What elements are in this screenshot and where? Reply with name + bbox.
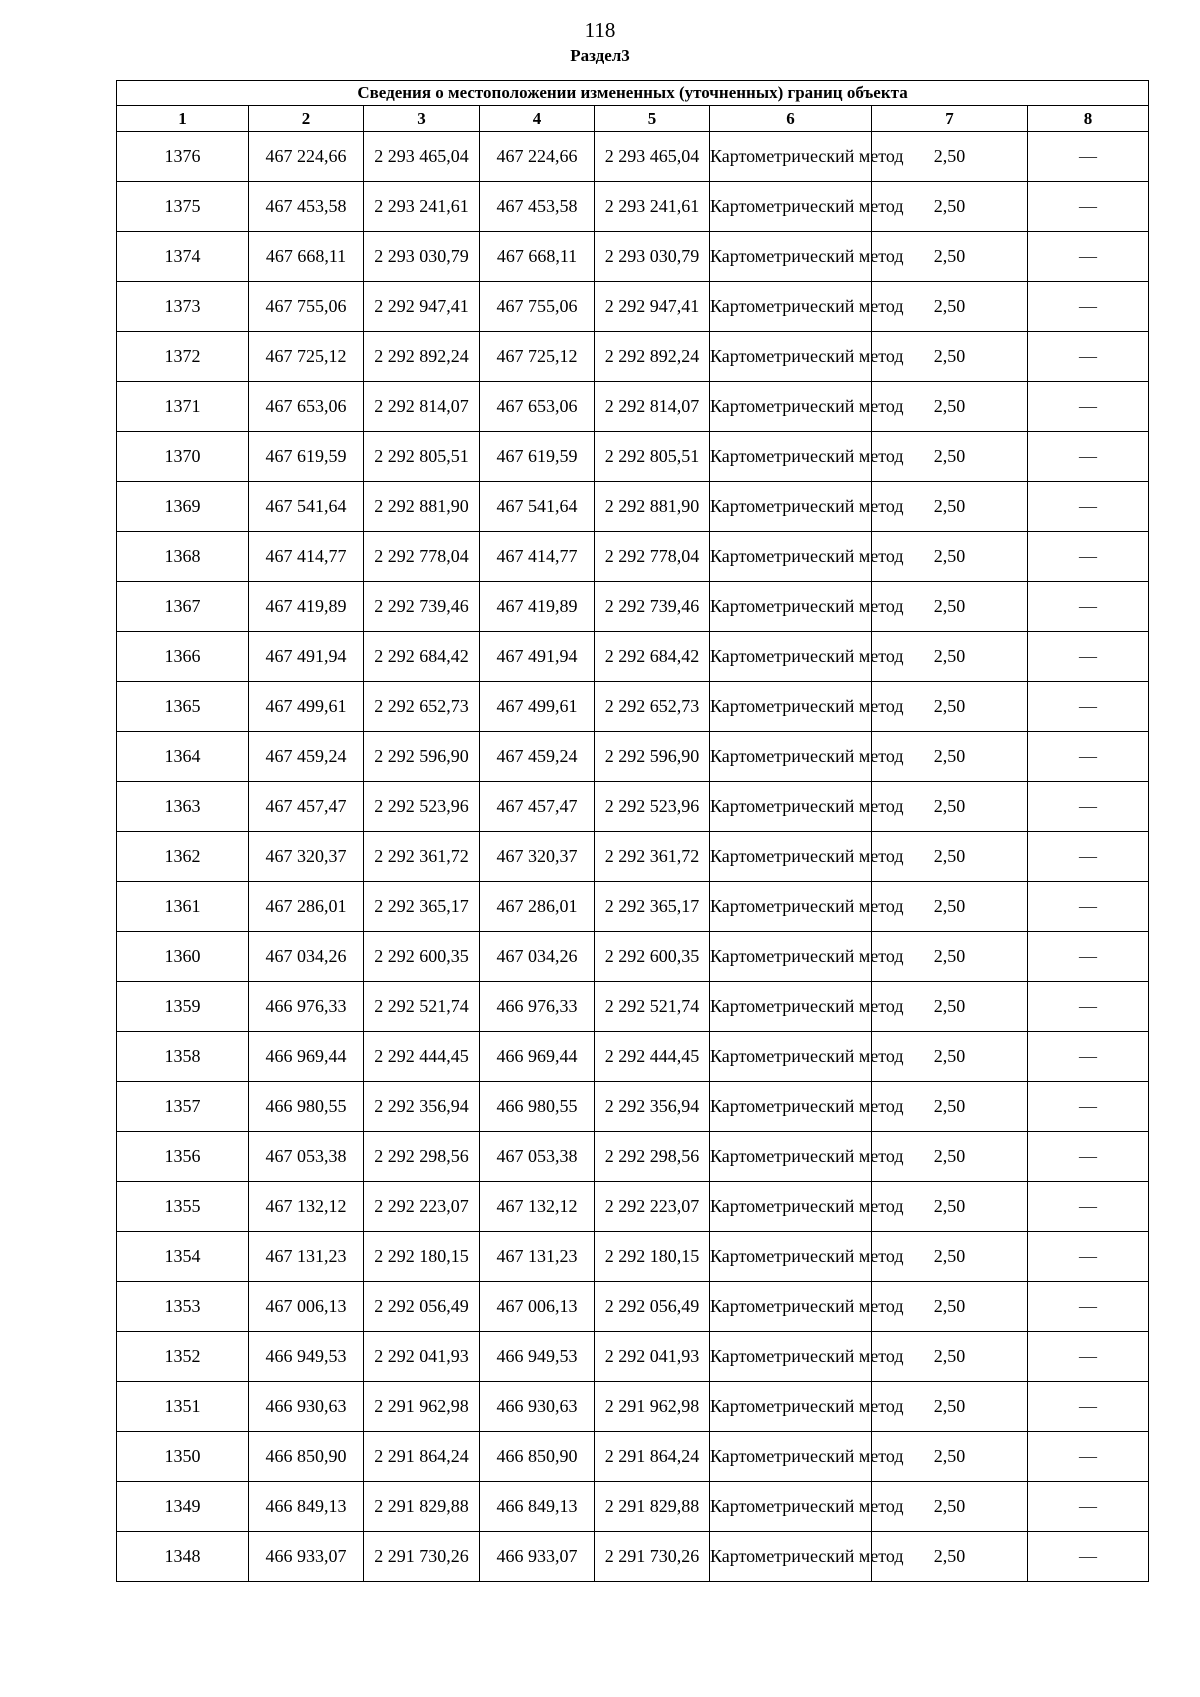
- point-number-cell: 1353: [117, 1282, 249, 1332]
- x-new-cell: 467 053,38: [480, 1132, 595, 1182]
- accuracy-cell: 2,50: [872, 1532, 1028, 1582]
- column-header: 1: [117, 106, 249, 132]
- y-old-cell: 2 292 356,94: [364, 1082, 480, 1132]
- table-row: [117, 1182, 1149, 1232]
- y-new-cell: 2 292 523,96: [595, 782, 710, 832]
- description-cell: —: [1028, 182, 1149, 232]
- y-old-cell: 2 292 180,15: [364, 1232, 480, 1282]
- x-new-cell: 467 131,23: [480, 1232, 595, 1282]
- description-cell: —: [1028, 932, 1149, 982]
- description-cell: —: [1028, 982, 1149, 1032]
- accuracy-cell: 2,50: [872, 532, 1028, 582]
- y-new-cell: 2 292 600,35: [595, 932, 710, 982]
- description-cell: —: [1028, 382, 1149, 432]
- point-number-cell: 1371: [117, 382, 249, 432]
- x-old-cell: 467 668,11: [249, 232, 364, 282]
- table-row: [117, 832, 1149, 882]
- y-new-cell: 2 292 892,24: [595, 332, 710, 382]
- y-new-cell: 2 293 465,04: [595, 132, 710, 182]
- x-old-cell: 466 980,55: [249, 1082, 364, 1132]
- accuracy-cell: 2,50: [872, 282, 1028, 332]
- description-cell: —: [1028, 682, 1149, 732]
- description-cell: —: [1028, 1432, 1149, 1482]
- x-old-cell: 467 053,38: [249, 1132, 364, 1182]
- point-number-cell: 1358: [117, 1032, 249, 1082]
- y-new-cell: 2 292 521,74: [595, 982, 710, 1032]
- point-number-cell: 1362: [117, 832, 249, 882]
- method-cell: Картометрический метод: [710, 232, 872, 282]
- table-row: [117, 682, 1149, 732]
- y-old-cell: 2 292 947,41: [364, 282, 480, 332]
- method-cell: Картометрический метод: [710, 1382, 872, 1432]
- x-old-cell: 466 933,07: [249, 1532, 364, 1582]
- x-new-cell: 467 725,12: [480, 332, 595, 382]
- x-new-cell: 467 457,47: [480, 782, 595, 832]
- table-row: [117, 782, 1149, 832]
- y-old-cell: 2 292 041,93: [364, 1332, 480, 1382]
- y-new-cell: 2 292 814,07: [595, 382, 710, 432]
- section-title: Раздел3: [570, 46, 630, 65]
- accuracy-cell: 2,50: [872, 1232, 1028, 1282]
- accuracy-cell: 2,50: [872, 132, 1028, 182]
- y-new-cell: 2 292 041,93: [595, 1332, 710, 1382]
- description-cell: —: [1028, 1532, 1149, 1582]
- accuracy-cell: 2,50: [872, 232, 1028, 282]
- x-new-cell: 466 849,13: [480, 1482, 595, 1532]
- point-number-cell: 1369: [117, 482, 249, 532]
- x-new-cell: 467 491,94: [480, 632, 595, 682]
- x-new-cell: 467 224,66: [480, 132, 595, 182]
- x-old-cell: 467 457,47: [249, 782, 364, 832]
- table-row: [117, 1382, 1149, 1432]
- x-new-cell: 466 969,44: [480, 1032, 595, 1082]
- y-old-cell: 2 292 596,90: [364, 732, 480, 782]
- y-old-cell: 2 292 814,07: [364, 382, 480, 432]
- table-row: [117, 1282, 1149, 1332]
- description-cell: —: [1028, 632, 1149, 682]
- accuracy-cell: 2,50: [872, 682, 1028, 732]
- description-cell: —: [1028, 1132, 1149, 1182]
- y-old-cell: 2 292 892,24: [364, 332, 480, 382]
- table-row: [117, 982, 1149, 1032]
- y-new-cell: 2 292 444,45: [595, 1032, 710, 1082]
- y-old-cell: 2 293 030,79: [364, 232, 480, 282]
- x-new-cell: 467 286,01: [480, 882, 595, 932]
- point-number-cell: 1361: [117, 882, 249, 932]
- y-new-cell: 2 292 298,56: [595, 1132, 710, 1182]
- accuracy-cell: 2,50: [872, 1032, 1028, 1082]
- y-new-cell: 2 291 829,88: [595, 1482, 710, 1532]
- accuracy-cell: 2,50: [872, 482, 1028, 532]
- y-old-cell: 2 292 521,74: [364, 982, 480, 1032]
- x-old-cell: 467 286,01: [249, 882, 364, 932]
- description-cell: —: [1028, 1082, 1149, 1132]
- table-row: [117, 382, 1149, 432]
- x-new-cell: 467 499,61: [480, 682, 595, 732]
- x-new-cell: 467 541,64: [480, 482, 595, 532]
- accuracy-cell: 2,50: [872, 932, 1028, 982]
- x-old-cell: 467 419,89: [249, 582, 364, 632]
- method-cell: Картометрический метод: [710, 482, 872, 532]
- x-new-cell: 467 419,89: [480, 582, 595, 632]
- point-number-cell: 1372: [117, 332, 249, 382]
- x-old-cell: 466 849,13: [249, 1482, 364, 1532]
- accuracy-cell: 2,50: [872, 782, 1028, 832]
- point-number-cell: 1351: [117, 1382, 249, 1432]
- y-old-cell: 2 291 962,98: [364, 1382, 480, 1432]
- x-new-cell: 467 755,06: [480, 282, 595, 332]
- table-row: [117, 482, 1149, 532]
- description-cell: —: [1028, 532, 1149, 582]
- x-old-cell: 467 453,58: [249, 182, 364, 232]
- x-old-cell: 467 619,59: [249, 432, 364, 482]
- description-cell: —: [1028, 1382, 1149, 1432]
- x-old-cell: 466 949,53: [249, 1332, 364, 1382]
- method-cell: Картометрический метод: [710, 1082, 872, 1132]
- x-new-cell: 467 459,24: [480, 732, 595, 782]
- description-cell: —: [1028, 1332, 1149, 1382]
- point-number-cell: 1375: [117, 182, 249, 232]
- method-cell: Картометрический метод: [710, 1482, 872, 1532]
- x-old-cell: 467 459,24: [249, 732, 364, 782]
- table-caption: Сведения о местоположении измененных (уточненных) границ объекта: [117, 81, 1149, 106]
- method-cell: Картометрический метод: [710, 1432, 872, 1482]
- page-number: 118: [584, 18, 616, 42]
- x-old-cell: 467 224,66: [249, 132, 364, 182]
- method-cell: Картометрический метод: [710, 1132, 872, 1182]
- table-row: [117, 532, 1149, 582]
- y-new-cell: 2 292 881,90: [595, 482, 710, 532]
- table-row: [117, 1032, 1149, 1082]
- y-old-cell: 2 292 444,45: [364, 1032, 480, 1082]
- y-old-cell: 2 293 241,61: [364, 182, 480, 232]
- method-cell: Картометрический метод: [710, 432, 872, 482]
- y-old-cell: 2 292 881,90: [364, 482, 480, 532]
- description-cell: —: [1028, 882, 1149, 932]
- table-row: [117, 1482, 1149, 1532]
- x-old-cell: 467 499,61: [249, 682, 364, 732]
- point-number-cell: 1367: [117, 582, 249, 632]
- point-number-cell: 1360: [117, 932, 249, 982]
- description-cell: —: [1028, 1232, 1149, 1282]
- method-cell: Картометрический метод: [710, 682, 872, 732]
- y-old-cell: 2 293 465,04: [364, 132, 480, 182]
- point-number-cell: 1357: [117, 1082, 249, 1132]
- x-old-cell: 467 755,06: [249, 282, 364, 332]
- table-row: [117, 932, 1149, 982]
- description-cell: —: [1028, 1282, 1149, 1332]
- method-cell: Картометрический метод: [710, 382, 872, 432]
- point-number-cell: 1356: [117, 1132, 249, 1182]
- x-new-cell: 467 006,13: [480, 1282, 595, 1332]
- table-row: [117, 1332, 1149, 1382]
- description-cell: —: [1028, 232, 1149, 282]
- y-new-cell: 2 292 056,49: [595, 1282, 710, 1332]
- x-old-cell: 467 491,94: [249, 632, 364, 682]
- point-number-cell: 1374: [117, 232, 249, 282]
- y-new-cell: 2 292 652,73: [595, 682, 710, 732]
- description-cell: —: [1028, 332, 1149, 382]
- y-old-cell: 2 292 684,42: [364, 632, 480, 682]
- description-cell: —: [1028, 432, 1149, 482]
- accuracy-cell: 2,50: [872, 432, 1028, 482]
- x-new-cell: 467 132,12: [480, 1182, 595, 1232]
- description-cell: —: [1028, 832, 1149, 882]
- column-header: 5: [595, 106, 710, 132]
- y-old-cell: 2 291 864,24: [364, 1432, 480, 1482]
- x-new-cell: 466 949,53: [480, 1332, 595, 1382]
- point-number-cell: 1365: [117, 682, 249, 732]
- y-new-cell: 2 292 596,90: [595, 732, 710, 782]
- table-row: [117, 332, 1149, 382]
- y-old-cell: 2 292 600,35: [364, 932, 480, 982]
- point-number-cell: 1366: [117, 632, 249, 682]
- x-new-cell: 467 653,06: [480, 382, 595, 432]
- point-number-cell: 1349: [117, 1482, 249, 1532]
- column-header: 3: [364, 106, 480, 132]
- y-new-cell: 2 292 223,07: [595, 1182, 710, 1232]
- table-row: [117, 1082, 1149, 1132]
- point-number-cell: 1354: [117, 1232, 249, 1282]
- x-old-cell: 467 006,13: [249, 1282, 364, 1332]
- accuracy-cell: 2,50: [872, 1382, 1028, 1432]
- column-header: 6: [710, 106, 872, 132]
- method-cell: Картометрический метод: [710, 1032, 872, 1082]
- y-new-cell: 2 293 030,79: [595, 232, 710, 282]
- x-new-cell: 466 933,07: [480, 1532, 595, 1582]
- x-new-cell: 467 320,37: [480, 832, 595, 882]
- y-old-cell: 2 292 365,17: [364, 882, 480, 932]
- y-new-cell: 2 292 778,04: [595, 532, 710, 582]
- point-number-cell: 1359: [117, 982, 249, 1032]
- accuracy-cell: 2,50: [872, 182, 1028, 232]
- x-new-cell: 467 453,58: [480, 182, 595, 232]
- accuracy-cell: 2,50: [872, 332, 1028, 382]
- accuracy-cell: 2,50: [872, 1482, 1028, 1532]
- description-cell: —: [1028, 282, 1149, 332]
- method-cell: Картометрический метод: [710, 532, 872, 582]
- accuracy-cell: 2,50: [872, 382, 1028, 432]
- x-old-cell: 466 850,90: [249, 1432, 364, 1482]
- accuracy-cell: 2,50: [872, 1132, 1028, 1182]
- y-old-cell: 2 292 778,04: [364, 532, 480, 582]
- y-new-cell: 2 291 962,98: [595, 1382, 710, 1432]
- x-new-cell: 467 414,77: [480, 532, 595, 582]
- method-cell: Картометрический метод: [710, 1332, 872, 1382]
- method-cell: Картометрический метод: [710, 1282, 872, 1332]
- accuracy-cell: 2,50: [872, 982, 1028, 1032]
- y-old-cell: 2 291 829,88: [364, 1482, 480, 1532]
- table-row: [117, 1232, 1149, 1282]
- point-number-cell: 1370: [117, 432, 249, 482]
- x-old-cell: 467 034,26: [249, 932, 364, 982]
- description-cell: —: [1028, 482, 1149, 532]
- description-cell: —: [1028, 1182, 1149, 1232]
- method-cell: Картометрический метод: [710, 182, 872, 232]
- point-number-cell: 1363: [117, 782, 249, 832]
- x-old-cell: 466 976,33: [249, 982, 364, 1032]
- table-row: [117, 432, 1149, 482]
- y-old-cell: 2 292 739,46: [364, 582, 480, 632]
- table-row: [117, 1432, 1149, 1482]
- x-new-cell: 466 976,33: [480, 982, 595, 1032]
- table-row: [117, 182, 1149, 232]
- x-old-cell: 467 414,77: [249, 532, 364, 582]
- method-cell: Картометрический метод: [710, 982, 872, 1032]
- description-cell: —: [1028, 1482, 1149, 1532]
- method-cell: Картометрический метод: [710, 332, 872, 382]
- method-cell: Картометрический метод: [710, 1232, 872, 1282]
- column-header: 7: [872, 106, 1028, 132]
- accuracy-cell: 2,50: [872, 1432, 1028, 1482]
- x-new-cell: 466 850,90: [480, 1432, 595, 1482]
- x-old-cell: 467 131,23: [249, 1232, 364, 1282]
- description-cell: —: [1028, 732, 1149, 782]
- table-row: [117, 732, 1149, 782]
- method-cell: Картометрический метод: [710, 882, 872, 932]
- y-new-cell: 2 292 180,15: [595, 1232, 710, 1282]
- method-cell: Картометрический метод: [710, 282, 872, 332]
- x-old-cell: 467 320,37: [249, 832, 364, 882]
- column-header: 8: [1028, 106, 1149, 132]
- point-number-cell: 1373: [117, 282, 249, 332]
- y-new-cell: 2 292 356,94: [595, 1082, 710, 1132]
- table-row: [117, 282, 1149, 332]
- y-new-cell: 2 293 241,61: [595, 182, 710, 232]
- column-header: 4: [480, 106, 595, 132]
- x-old-cell: 467 541,64: [249, 482, 364, 532]
- method-cell: Картометрический метод: [710, 1182, 872, 1232]
- accuracy-cell: 2,50: [872, 832, 1028, 882]
- table-row: [117, 632, 1149, 682]
- y-new-cell: 2 292 739,46: [595, 582, 710, 632]
- y-new-cell: 2 291 864,24: [595, 1432, 710, 1482]
- y-old-cell: 2 292 523,96: [364, 782, 480, 832]
- y-old-cell: 2 291 730,26: [364, 1532, 480, 1582]
- y-old-cell: 2 292 056,49: [364, 1282, 480, 1332]
- y-old-cell: 2 292 223,07: [364, 1182, 480, 1232]
- column-header: 2: [249, 106, 364, 132]
- x-old-cell: 466 930,63: [249, 1382, 364, 1432]
- table-row: [117, 132, 1149, 182]
- description-cell: —: [1028, 1032, 1149, 1082]
- x-old-cell: 467 725,12: [249, 332, 364, 382]
- accuracy-cell: 2,50: [872, 1082, 1028, 1132]
- method-cell: Картометрический метод: [710, 1532, 872, 1582]
- y-old-cell: 2 292 298,56: [364, 1132, 480, 1182]
- y-new-cell: 2 292 947,41: [595, 282, 710, 332]
- accuracy-cell: 2,50: [872, 882, 1028, 932]
- description-cell: —: [1028, 132, 1149, 182]
- point-number-cell: 1352: [117, 1332, 249, 1382]
- y-new-cell: 2 292 361,72: [595, 832, 710, 882]
- description-cell: —: [1028, 582, 1149, 632]
- accuracy-cell: 2,50: [872, 1332, 1028, 1382]
- table-row: [117, 1532, 1149, 1582]
- point-number-cell: 1376: [117, 132, 249, 182]
- y-new-cell: 2 292 684,42: [595, 632, 710, 682]
- x-new-cell: 467 034,26: [480, 932, 595, 982]
- boundary-table: [116, 80, 1149, 1582]
- y-old-cell: 2 292 805,51: [364, 432, 480, 482]
- x-old-cell: 466 969,44: [249, 1032, 364, 1082]
- method-cell: Картометрический метод: [710, 632, 872, 682]
- point-number-cell: 1348: [117, 1532, 249, 1582]
- x-new-cell: 466 980,55: [480, 1082, 595, 1132]
- method-cell: Картометрический метод: [710, 582, 872, 632]
- x-new-cell: 467 619,59: [480, 432, 595, 482]
- y-new-cell: 2 292 805,51: [595, 432, 710, 482]
- x-old-cell: 467 132,12: [249, 1182, 364, 1232]
- y-new-cell: 2 291 730,26: [595, 1532, 710, 1582]
- header-row: [117, 106, 1149, 132]
- table-row: [117, 1132, 1149, 1182]
- x-old-cell: 467 653,06: [249, 382, 364, 432]
- accuracy-cell: 2,50: [872, 1182, 1028, 1232]
- accuracy-cell: 2,50: [872, 582, 1028, 632]
- table-row: [117, 582, 1149, 632]
- method-cell: Картометрический метод: [710, 782, 872, 832]
- y-new-cell: 2 292 365,17: [595, 882, 710, 932]
- point-number-cell: 1355: [117, 1182, 249, 1232]
- table-row: [117, 882, 1149, 932]
- point-number-cell: 1364: [117, 732, 249, 782]
- accuracy-cell: 2,50: [872, 632, 1028, 682]
- table-row: [117, 232, 1149, 282]
- method-cell: Картометрический метод: [710, 132, 872, 182]
- method-cell: Картометрический метод: [710, 832, 872, 882]
- method-cell: Картометрический метод: [710, 732, 872, 782]
- accuracy-cell: 2,50: [872, 1282, 1028, 1332]
- x-new-cell: 466 930,63: [480, 1382, 595, 1432]
- accuracy-cell: 2,50: [872, 732, 1028, 782]
- point-number-cell: 1368: [117, 532, 249, 582]
- y-old-cell: 2 292 652,73: [364, 682, 480, 732]
- description-cell: —: [1028, 782, 1149, 832]
- y-old-cell: 2 292 361,72: [364, 832, 480, 882]
- x-new-cell: 467 668,11: [480, 232, 595, 282]
- point-number-cell: 1350: [117, 1432, 249, 1482]
- method-cell: Картометрический метод: [710, 932, 872, 982]
